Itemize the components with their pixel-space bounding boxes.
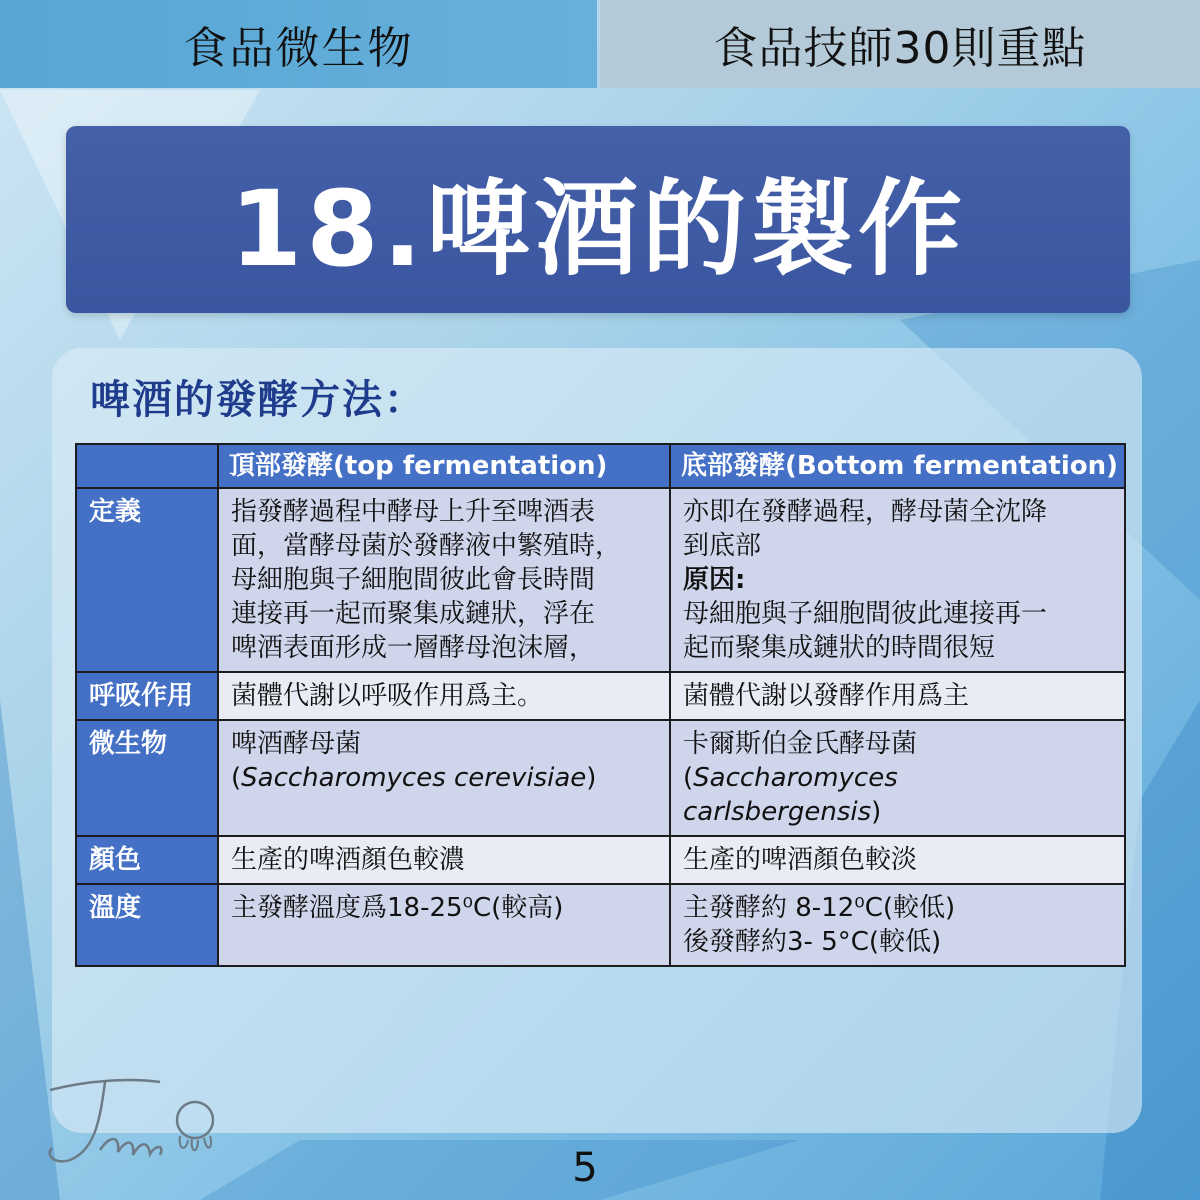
cell-definition-top <box>218 488 670 672</box>
table-header-row <box>76 444 1125 488</box>
table-header-corner <box>76 444 218 488</box>
organism-name: 卡爾斯伯金氏酵母菌 <box>683 729 918 759</box>
text-line: 連接再一起而聚集成鏈狀，浮在 <box>231 599 596 629</box>
organism-scientific-name-cont: carlsbergensis) <box>683 797 882 827</box>
organism-scientific-name: (Saccharomyces <box>683 763 898 793</box>
row-label-respiration: 呼吸作用 <box>76 672 218 720</box>
row-label-microorganism: 微生物 <box>76 720 218 836</box>
octopus-icon <box>177 1102 213 1138</box>
table-row-microorganism <box>76 720 1125 836</box>
organism-scientific-name: (Saccharomyces cerevisiae) <box>231 763 597 793</box>
text-line: 啤酒表面形成一層酵母泡沫層， <box>231 633 596 663</box>
tab-food-technologist-30-points[interactable]: 食品技師30則重點 <box>600 0 1200 88</box>
table-row-respiration <box>76 672 1125 720</box>
text-line: 母細胞與子細胞間彼此連接再一 <box>683 599 1048 629</box>
page-number: 5 <box>572 1145 598 1191</box>
scientific-name-text: Saccharomyces cerevisiae <box>241 763 587 793</box>
organism-name: 啤酒酵母菌 <box>231 729 362 759</box>
text-line: 亦即在發酵過程，酵母菌全沈降 <box>683 497 1048 527</box>
cell-color-bottom: 生產的啤酒顏色較淡 <box>670 836 1125 884</box>
scientific-name-text: carlsbergensis <box>683 797 872 827</box>
text-line: 指發酵過程中酵母上升至啤酒表 <box>231 497 596 527</box>
row-label-color: 顏色 <box>76 836 218 884</box>
cell-definition-bottom <box>670 488 1125 672</box>
cell-microorganism-top <box>218 720 670 836</box>
text-line: 後發酵約3- 5°C(較低) <box>683 927 942 957</box>
row-label-temperature: 溫度 <box>76 884 218 966</box>
text-line: 主發酵約 8-12⁰C(較低) <box>683 893 956 923</box>
cell-temperature-bottom <box>670 884 1125 966</box>
table-header-top-fermentation: 頂部發酵(top fermentation) <box>218 444 670 488</box>
text-line: 起而聚集成鏈狀的時間很短 <box>683 633 996 663</box>
cell-respiration-bottom: 菌體代謝以發酵作用爲主 <box>670 672 1125 720</box>
fermentation-comparison-table <box>75 443 1126 967</box>
signature-logo <box>30 1060 230 1180</box>
reason-label: 原因: <box>683 565 746 595</box>
text-line: 母細胞與子細胞間彼此會長時間 <box>231 565 596 595</box>
cell-respiration-top: 菌體代謝以呼吸作用爲主。 <box>218 672 670 720</box>
tab-food-microbiology[interactable]: 食品微生物 <box>0 0 597 88</box>
scientific-name-text: Saccharomyces <box>693 763 898 793</box>
table-row-color <box>76 836 1125 884</box>
cell-color-top: 生產的啤酒顏色較濃 <box>218 836 670 884</box>
page-title: 18.啤酒的製作 <box>66 126 1130 313</box>
table-row-definition <box>76 488 1125 672</box>
text-line: 面，當酵母菌於發酵液中繁殖時， <box>231 531 622 561</box>
cell-microorganism-bottom <box>670 720 1125 836</box>
header-bar <box>0 0 1200 88</box>
table-row-temperature <box>76 884 1125 966</box>
cell-temperature-top: 主發酵溫度爲18-25⁰C(較高) <box>218 884 670 966</box>
table-header-bottom-fermentation: 底部發酵(Bottom fermentation) <box>670 444 1125 488</box>
text-line: 到底部 <box>683 531 762 561</box>
row-label-definition: 定義 <box>76 488 218 672</box>
section-heading: 啤酒的發酵方法： <box>90 377 426 423</box>
